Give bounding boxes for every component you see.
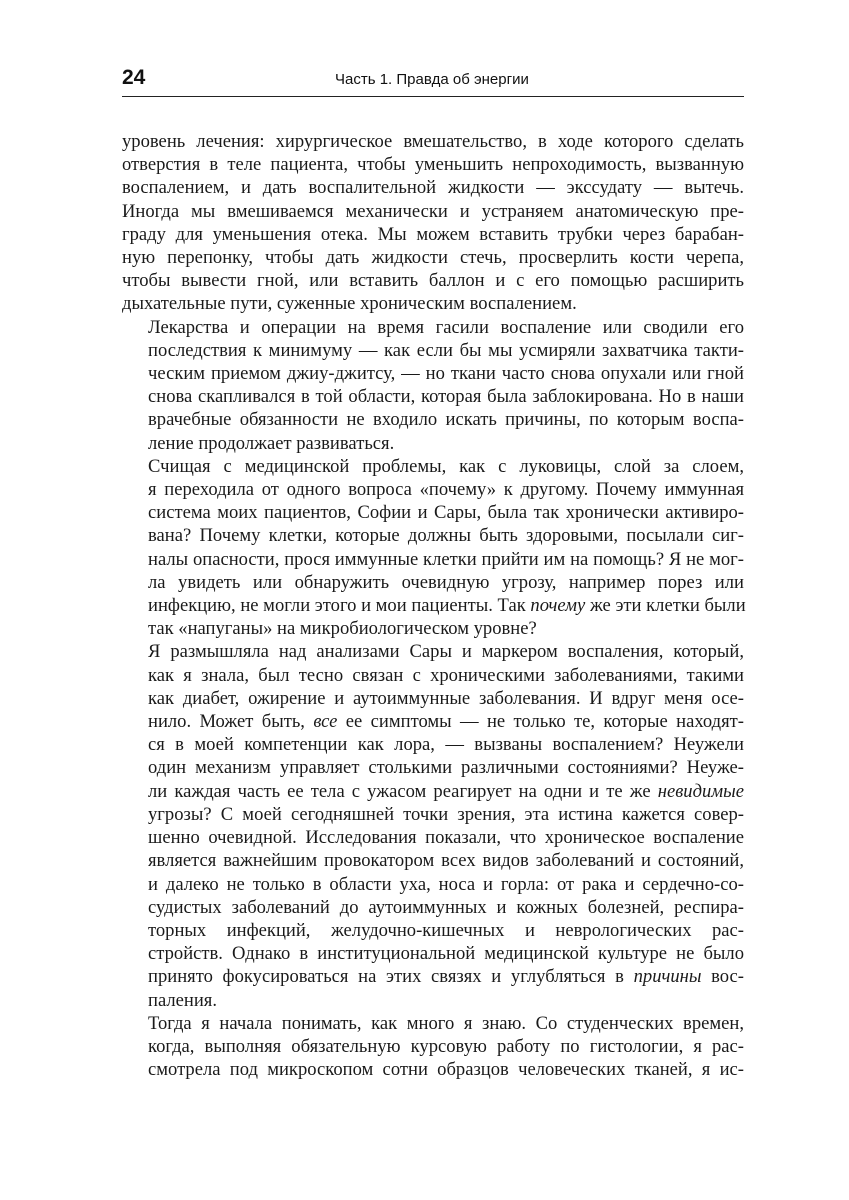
text-line: я переходила от одного вопроса «почему» к другому. Почему иммунная bbox=[148, 479, 744, 501]
text-line: ла увидеть или обнаружить очевидную угрозу, например порез или bbox=[148, 571, 744, 593]
text-line: ческим приемом джиу-джитсу, — но ткани часто снова опухали или гной bbox=[148, 363, 744, 385]
text-line: ную перепонку, чтобы дать жидкости стечь, просверлить кости черепа, bbox=[122, 247, 744, 269]
text-segment: вос- bbox=[701, 966, 745, 988]
text-line: является важнейшим провокатором всех видов заболеваний и состояний, bbox=[148, 850, 744, 872]
text-line: один механизм управляет столькими различными состояниями? Неуже- bbox=[148, 757, 744, 779]
emphasis: почему bbox=[530, 595, 586, 617]
text-line bbox=[122, 594, 744, 617]
text-line: и далеко не только в области уха, носа и горла: от рака и сердечно-со- bbox=[148, 873, 744, 895]
emphasis: невидимые bbox=[657, 780, 744, 802]
text-line: уровень лечения: хирургическое вмешательство, в ходе которого сделать bbox=[122, 131, 744, 152]
text-line: судистых заболеваний до аутоиммунных и кожных болезней, респира- bbox=[148, 896, 744, 918]
text-line: Иногда мы вмешиваемся механически и устраняем анатомическую пре- bbox=[122, 200, 744, 222]
text-line: чтобы вывести гной, или вставить баллон и с его помощью расширить bbox=[122, 270, 744, 292]
text-line: как диабет, ожирение и аутоиммунные заболевания. И вдруг меня осе- bbox=[148, 687, 744, 709]
text-line: граду для уменьшения отека. Мы можем вставить трубки через барабан- bbox=[122, 223, 744, 245]
text-line: Тогда я начала понимать, как много я знаю. Со студенческих времен, bbox=[148, 1012, 744, 1034]
text-segment: же эти клетки были bbox=[585, 595, 746, 617]
text-line: воспалением, и дать воспалительной жидкости — экссудату — вытечь. bbox=[122, 177, 744, 199]
text-line: вана? Почему клетки, которые должны быть здоровыми, посылали сиг- bbox=[148, 525, 744, 547]
text-line: дыхательные пути, суженные хроническим воспалением. bbox=[122, 293, 577, 315]
text-line: Счищая с медицинской проблемы, как с луковицы, слой за слоем, bbox=[148, 455, 744, 477]
text-line: ся в моей компетенции как лора, — вызваны воспалением? Неужели bbox=[148, 734, 744, 756]
text-line: стройств. Однако в институциональной медицинской культуре не было bbox=[148, 943, 744, 965]
text-segment: инфекцию, не могли этого и мои пациенты. Так bbox=[148, 595, 526, 617]
paragraph-3 bbox=[122, 455, 744, 641]
running-title: Часть 1. Правда об энергии bbox=[335, 71, 529, 88]
page-header bbox=[122, 66, 744, 97]
text-line: так «напуганы» на микробиологическом уровне? bbox=[148, 618, 537, 640]
text-line: когда, выполняя обязательную курсовую работу по гистологии, я рас- bbox=[148, 1035, 744, 1057]
text-line: Лекарства и операции на время гасили воспаление или сводили его bbox=[148, 316, 744, 338]
paragraph-1 bbox=[122, 130, 744, 316]
paragraph-2 bbox=[122, 316, 744, 455]
text-line: последствия к минимуму — как если бы мы усмиряли захватчика такти- bbox=[148, 339, 744, 361]
text-line bbox=[122, 965, 744, 988]
text-line: угрозы? С моей сегодняшней точки зрения, эта истина кажется совер- bbox=[148, 803, 744, 825]
body-text bbox=[122, 130, 744, 1081]
text-line bbox=[122, 710, 744, 733]
text-segment: ее симптомы — не только те, которые находят- bbox=[337, 711, 745, 733]
text-segment: нило. Может быть, bbox=[148, 711, 305, 733]
page-number: 24 bbox=[122, 66, 146, 89]
text-segment: ли каждая часть ее тела с ужасом реагирует на одни и те же bbox=[148, 780, 651, 802]
text-line: Я размышляла над анализами Сары и маркером воспаления, который, bbox=[148, 641, 744, 663]
text-line: врачебные обязанности не входило искать причины, по которым воспа- bbox=[148, 409, 744, 431]
text-line: смотрела под микроскопом сотни образцов человеческих тканей, я ис- bbox=[148, 1059, 744, 1081]
text-line: снова скапливался в той области, которая была заблокирована. Но в наши bbox=[148, 386, 744, 408]
text-line: торных инфекций, желудочно-кишечных и неврологических рас- bbox=[148, 919, 744, 941]
emphasis: причины bbox=[633, 966, 702, 988]
emphasis: все bbox=[313, 711, 338, 733]
text-line: паления. bbox=[148, 989, 218, 1011]
text-segment: принято фокусироваться на этих связях и углубляться в bbox=[148, 966, 624, 988]
text-line: отверстия в теле пациента, чтобы уменьшить непроходимость, вызванную bbox=[122, 154, 744, 176]
text-line bbox=[122, 780, 744, 803]
paragraph-5 bbox=[122, 1012, 744, 1082]
text-line: налы опасности, прося иммунные клетки прийти им на помощь? Я не мог- bbox=[148, 548, 744, 570]
text-line: система моих пациентов, Софии и Сары, была так хронически активиро- bbox=[148, 502, 744, 524]
paragraph-4 bbox=[122, 640, 744, 1011]
text-line: шенно очевидной. Исследования показали, что хроническое воспаление bbox=[148, 827, 744, 849]
text-line: ление продолжает развиваться. bbox=[148, 432, 395, 454]
text-line: как я знала, был тесно связан с хроническими заболеваниями, такими bbox=[148, 664, 744, 686]
